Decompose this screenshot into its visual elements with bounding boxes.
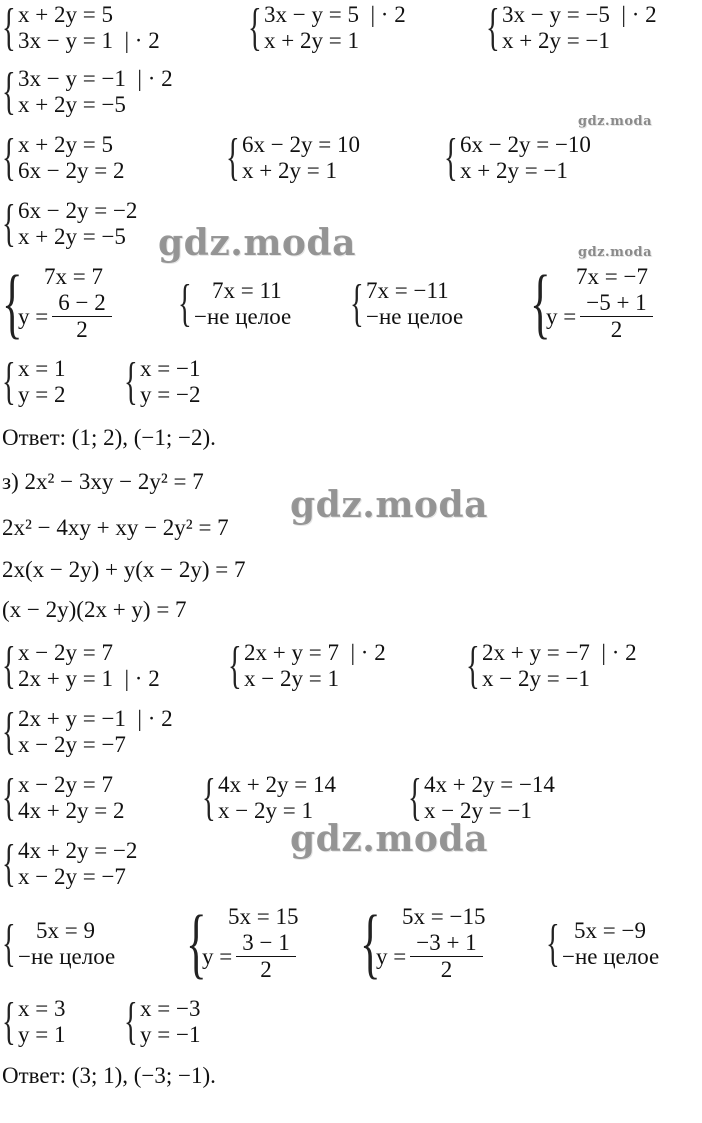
watermark-small: gdz.moda — [578, 245, 653, 260]
brace: { — [2, 835, 16, 892]
brace: { — [2, 195, 16, 252]
equation: x − 2y = 1 — [244, 666, 339, 691]
brace: { — [486, 0, 500, 56]
equation: 6x − 2y = −2 — [18, 198, 138, 223]
watermark-small: gdz.moda — [578, 114, 653, 129]
equation-y: y = — [376, 943, 407, 969]
system-2-4 — [2, 703, 173, 760]
brace: { — [360, 899, 381, 986]
system-2-6 — [202, 769, 336, 826]
brace: { — [248, 0, 262, 56]
brace: { — [228, 637, 242, 694]
equation: 4x + 2y = −14 — [424, 772, 555, 797]
brace: { — [202, 769, 216, 826]
equation: x − 2y = −1 — [482, 666, 590, 691]
system-2-1 — [2, 637, 160, 694]
equation: x = 3 — [18, 996, 66, 1021]
equation: 3x − y = 5 | · 2 — [264, 2, 406, 27]
equation: 6x − 2y = 10 — [242, 132, 360, 157]
equation: 5x = 9 — [36, 918, 95, 943]
watermark-large: gdz.moda — [158, 222, 356, 264]
equation: 7x = 11 — [212, 278, 282, 303]
system-2-12 — [546, 915, 660, 972]
system-1-6 — [226, 129, 360, 186]
system-1-10 — [178, 275, 292, 332]
equation: x + 2y = 5 — [18, 132, 113, 157]
equation: x + 2y = 1 — [242, 158, 337, 183]
equation-line: (x − 2y)(2x + y) = 7 — [2, 597, 187, 622]
equation: 6x − 2y = 2 — [18, 158, 125, 183]
fraction — [410, 930, 482, 983]
equation: x + 2y = 1 — [264, 28, 359, 53]
system-1-1 — [2, 2, 160, 54]
equation-line: 2x(x − 2y) + y(x − 2y) = 7 — [2, 557, 246, 582]
answer-1: Ответ: (1; 2), (−1; −2). — [2, 425, 216, 450]
system-1-11 — [350, 275, 464, 332]
equation: x + 2y = −1 — [502, 28, 610, 53]
equation: y = −1 — [140, 1022, 201, 1047]
equation: x = −1 — [140, 356, 201, 381]
equation: 7x = 7 — [44, 264, 103, 289]
equation: 6x − 2y = −10 — [460, 132, 591, 157]
system-2-11 — [360, 899, 486, 986]
system-2-9 — [2, 915, 116, 972]
equation: 7x = −7 — [576, 264, 648, 289]
system-1-3 — [486, 2, 657, 54]
brace: { — [2, 637, 16, 694]
system-2-10 — [186, 899, 299, 986]
equation: 2x + y = −1 | · 2 — [18, 706, 173, 731]
system-1-2 — [248, 2, 406, 54]
equation: y = 2 — [18, 382, 66, 407]
equation: 3x − y = −5 | · 2 — [502, 2, 657, 27]
numerator: 3 − 1 — [236, 930, 295, 957]
numerator: −3 + 1 — [410, 930, 482, 957]
brace: { — [124, 353, 138, 410]
brace: { — [186, 899, 207, 986]
system-1-14 — [124, 353, 201, 410]
brace: { — [408, 769, 422, 826]
equation: x + 2y = −5 — [18, 224, 126, 249]
brace: { — [2, 769, 16, 826]
equation: 7x = −11 — [366, 278, 449, 303]
equation-line: з) 2x² − 3xy − 2y² = 7 — [2, 469, 204, 494]
system-2-8 — [2, 835, 138, 892]
fraction — [52, 290, 111, 343]
equation: −не целое — [562, 944, 660, 969]
brace: { — [2, 0, 16, 56]
numerator: 6 − 2 — [52, 290, 111, 317]
equation: 5x = −9 — [574, 918, 646, 943]
denominator: 2 — [260, 957, 272, 982]
brace: { — [2, 703, 16, 760]
numerator: −5 + 1 — [580, 290, 652, 317]
brace: { — [178, 275, 192, 332]
system-2-14 — [124, 993, 201, 1050]
watermark-large: gdz.moda — [290, 818, 488, 860]
system-1-5 — [2, 129, 125, 186]
brace: { — [546, 915, 560, 972]
equation: x − 2y = −7 — [18, 732, 126, 757]
system-1-7 — [444, 129, 591, 186]
answer-2: Ответ: (3; 1), (−3; −1). — [2, 1063, 216, 1088]
brace: { — [2, 915, 16, 972]
equation-y: y = — [18, 303, 49, 329]
system-1-8 — [2, 195, 138, 252]
equation: 4x + 2y = 2 — [18, 798, 125, 823]
equation-y: y = — [546, 303, 577, 329]
equation: x − 2y = −1 — [424, 798, 532, 823]
brace: { — [2, 259, 23, 346]
equation: −не целое — [366, 304, 464, 329]
equation: y = 1 — [18, 1022, 66, 1047]
system-2-2 — [228, 637, 386, 694]
system-2-3 — [466, 637, 637, 694]
system-2-5 — [2, 769, 125, 826]
equation: x + 2y = −5 — [18, 92, 126, 117]
equation: x = 1 — [18, 356, 66, 381]
fraction — [236, 930, 295, 983]
brace: { — [2, 129, 16, 186]
equation: x + 2y = −1 — [460, 158, 568, 183]
equation: 2x + y = 1 | · 2 — [18, 666, 160, 691]
equation: 3x − y = 1 | · 2 — [18, 28, 160, 53]
equation-y: y = — [202, 943, 233, 969]
system-1-12 — [530, 259, 653, 346]
equation: x + 2y = 5 — [18, 2, 113, 27]
equation: x = −3 — [140, 996, 201, 1021]
system-1-4 — [2, 63, 173, 120]
equation: 3x − y = −1 | · 2 — [18, 66, 173, 91]
denominator: 2 — [76, 317, 88, 342]
equation: 2x + y = −7 | · 2 — [482, 640, 637, 665]
equation: x − 2y = 7 — [18, 640, 113, 665]
denominator: 2 — [440, 957, 453, 982]
brace: { — [226, 129, 240, 186]
brace: { — [2, 353, 16, 410]
brace: { — [530, 259, 551, 346]
equation: x − 2y = −7 — [18, 864, 126, 889]
watermark-large: gdz.moda — [290, 484, 488, 526]
equation-line: 2x² − 4xy + xy − 2y² = 7 — [2, 515, 229, 540]
denominator: 2 — [610, 317, 623, 342]
brace: { — [124, 993, 138, 1050]
equation: x − 2y = 1 — [218, 798, 313, 823]
brace: { — [466, 637, 480, 694]
equation: −не целое — [18, 944, 116, 969]
brace: { — [444, 129, 458, 186]
brace: { — [2, 63, 16, 120]
equation: 2x + y = 7 | · 2 — [244, 640, 386, 665]
brace: { — [350, 275, 364, 332]
system-1-9 — [2, 259, 112, 346]
brace: { — [2, 993, 16, 1050]
equation: y = −2 — [140, 382, 201, 407]
equation: 4x + 2y = −2 — [18, 838, 138, 863]
equation: −не целое — [194, 304, 292, 329]
equation: 4x + 2y = 14 — [218, 772, 336, 797]
system-2-7 — [408, 769, 555, 826]
system-2-13 — [2, 993, 66, 1050]
system-1-13 — [2, 353, 66, 410]
equation: 5x = −15 — [402, 904, 486, 929]
equation: 5x = 15 — [228, 904, 299, 929]
equation: x − 2y = 7 — [18, 772, 113, 797]
fraction — [580, 290, 652, 343]
